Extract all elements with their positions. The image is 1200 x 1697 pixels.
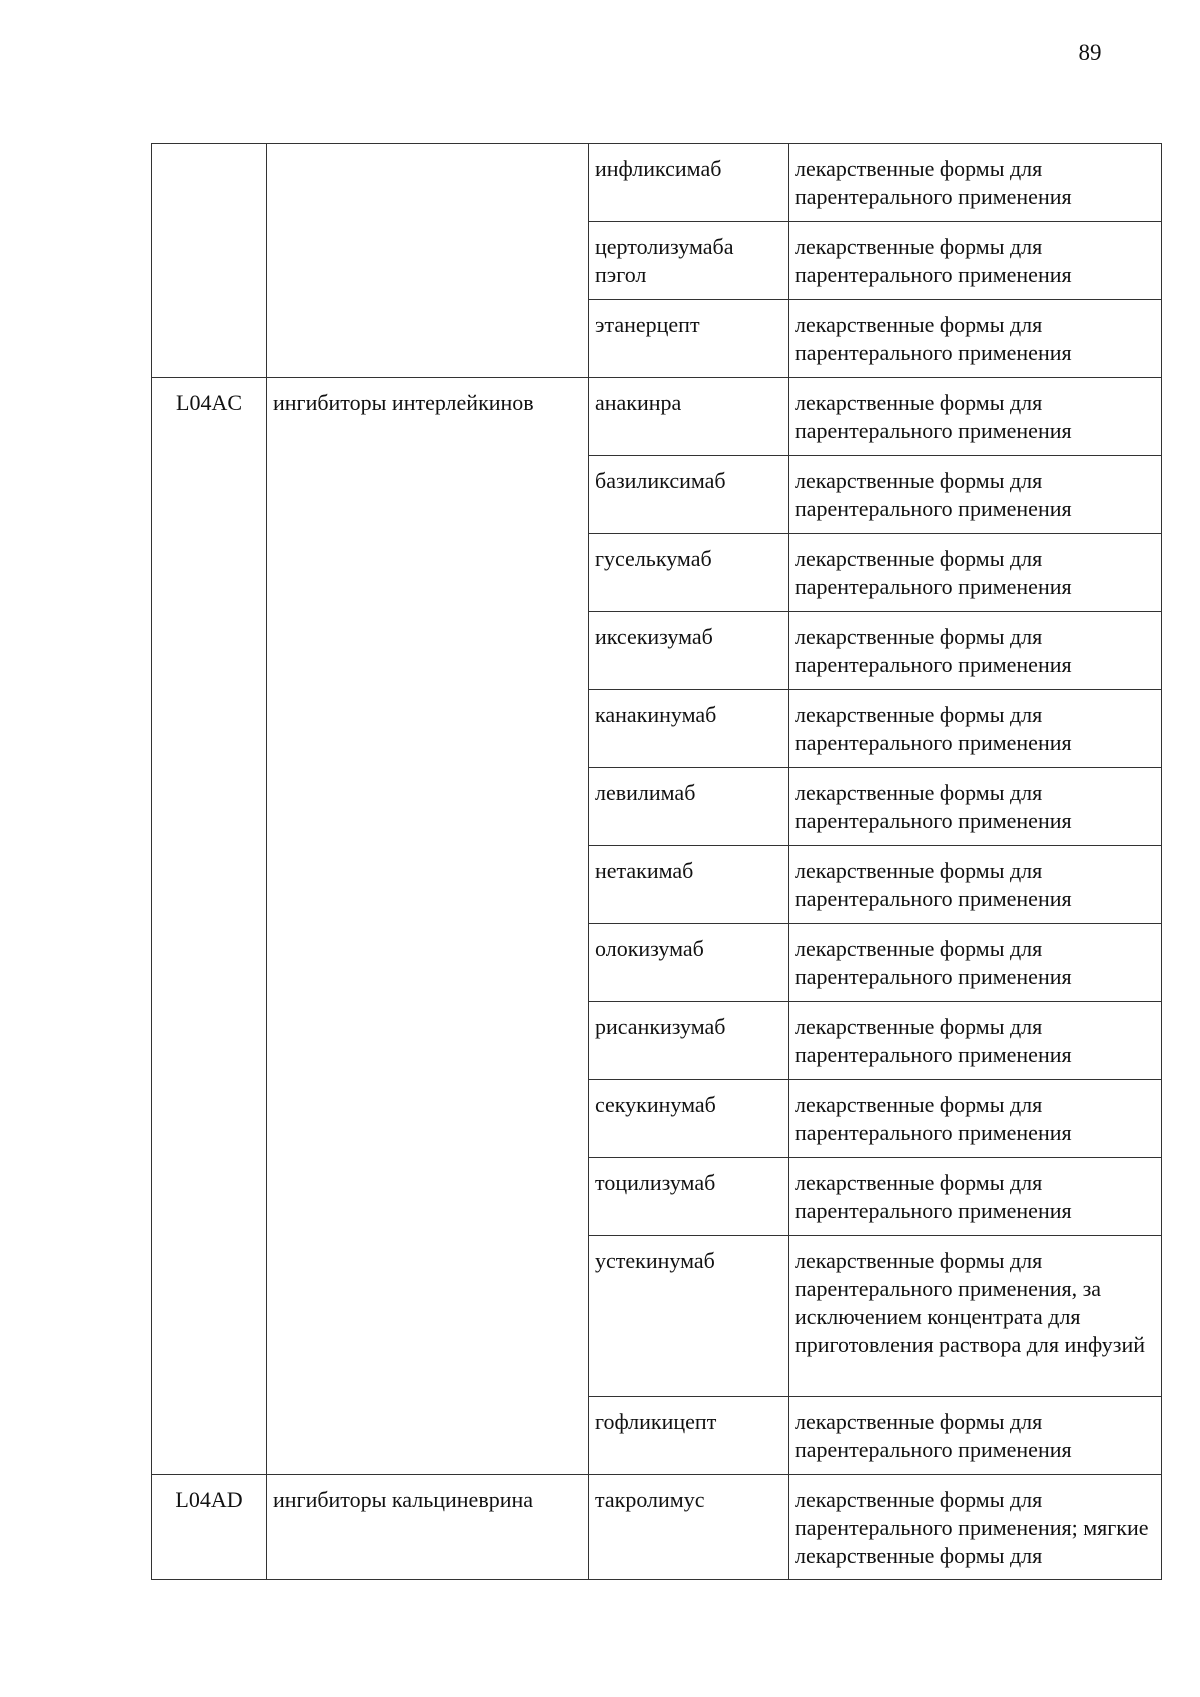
drug-name-cell: такролимус (589, 1475, 789, 1580)
drug-name-cell: секукинумаб (589, 1080, 789, 1158)
dosage-form-cell: лекарственные формы для парентерального применения (789, 1080, 1162, 1158)
group-name-cell (267, 144, 589, 378)
page-number: 89 (1078, 40, 1102, 65)
dosage-form-cell: лекарственные формы для парентерального применения (789, 924, 1162, 1002)
group-name-cell: ингибиторы кальциневрина (267, 1475, 589, 1580)
dosage-form-cell: лекарственные формы для парентерального применения (789, 612, 1162, 690)
dosage-form-cell: лекарственные формы для парентерального применения (789, 144, 1162, 222)
table-row (152, 378, 1162, 456)
drug-name-cell: этанерцепт (589, 300, 789, 378)
dosage-form-cell: лекарственные формы для парентерального применения (789, 534, 1162, 612)
atc-code-cell: L04AC (152, 378, 267, 1475)
drug-name-cell: нетакимаб (589, 846, 789, 924)
dosage-form-cell: лекарственные формы для парентерального применения, за исключением концентрата для приготовления раствора для инфузий (789, 1236, 1162, 1397)
atc-code-cell: L04AD (152, 1475, 267, 1580)
group-name-cell: ингибиторы интерлейкинов (267, 378, 589, 1475)
drug-name-cell: гуселькумаб (589, 534, 789, 612)
drug-table (151, 143, 1162, 1580)
drug-name-cell: иксекизумаб (589, 612, 789, 690)
drug-name-cell: базиликсимаб (589, 456, 789, 534)
drug-name-cell: канакинумаб (589, 690, 789, 768)
dosage-form-cell: лекарственные формы для парентерального применения (789, 1397, 1162, 1475)
drug-name-cell: инфликсимаб (589, 144, 789, 222)
table-row (152, 144, 1162, 222)
dosage-form-cell: лекарственные формы для парентерального применения; мягкие лекарственные формы для (789, 1475, 1162, 1580)
drug-name-cell: левилимаб (589, 768, 789, 846)
atc-code-cell (152, 144, 267, 378)
drug-name-cell: цертолизумаба пэгол (589, 222, 789, 300)
dosage-form-cell: лекарственные формы для парентерального применения (789, 456, 1162, 534)
table-row (152, 1475, 1162, 1580)
dosage-form-cell: лекарственные формы для парентерального применения (789, 378, 1162, 456)
dosage-form-cell: лекарственные формы для парентерального применения (789, 300, 1162, 378)
dosage-form-cell: лекарственные формы для парентерального применения (789, 1002, 1162, 1080)
dosage-form-cell: лекарственные формы для парентерального применения (789, 690, 1162, 768)
drug-name-cell: тоцилизумаб (589, 1158, 789, 1236)
drug-name-cell: рисанкизумаб (589, 1002, 789, 1080)
drug-name-cell: устекинумаб (589, 1236, 789, 1397)
dosage-form-cell: лекарственные формы для парентерального применения (789, 1158, 1162, 1236)
dosage-form-cell: лекарственные формы для парентерального применения (789, 222, 1162, 300)
drug-name-cell: гофликицепт (589, 1397, 789, 1475)
drug-name-cell: анакинра (589, 378, 789, 456)
dosage-form-cell: лекарственные формы для парентерального применения (789, 768, 1162, 846)
drug-name-cell: олокизумаб (589, 924, 789, 1002)
dosage-form-cell: лекарственные формы для парентерального применения (789, 846, 1162, 924)
